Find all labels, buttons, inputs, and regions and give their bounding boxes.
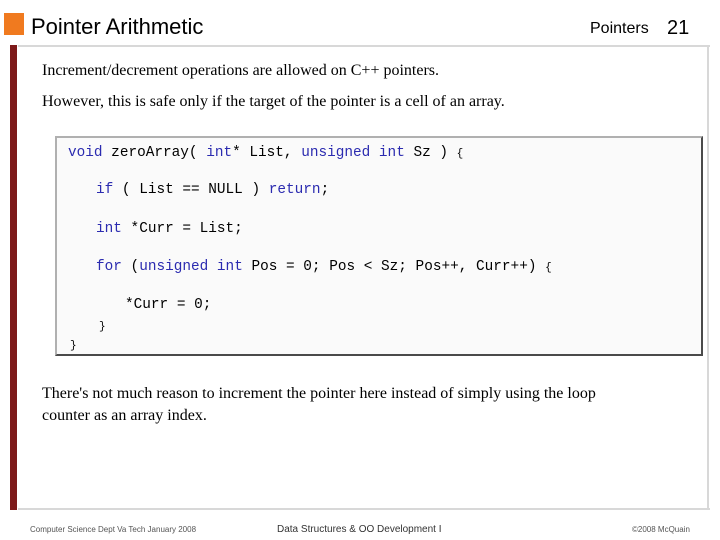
code-keyword: int [206, 145, 233, 161]
bottom-divider [18, 508, 710, 510]
left-accent-bar [10, 45, 17, 510]
paragraph-note-line1: There's not much reason to increment the pointer here instead of simply using the loop [42, 385, 596, 402]
footer-center: Data Structures & OO Development I [277, 524, 442, 535]
footer-right: ©2008 McQuain [632, 525, 690, 534]
code-line-for [96, 258, 552, 277]
code-keyword: if [96, 182, 114, 198]
top-divider [18, 45, 710, 47]
code-keyword: return [268, 182, 321, 198]
code-text: Array( [145, 145, 207, 161]
code-line-decl [96, 220, 243, 238]
code-text: *Curr = List; [121, 221, 243, 237]
code-keyword: void [68, 145, 103, 161]
code-keyword: int [96, 221, 122, 237]
code-brace: { [545, 262, 552, 274]
orange-accent-square [4, 13, 24, 35]
code-text: ; [320, 182, 330, 198]
code-text: zero [102, 145, 146, 161]
code-block [55, 136, 703, 356]
slide-title: Pointer Arithmetic [31, 14, 204, 39]
code-line-signature [68, 144, 463, 163]
paragraph-safety: However, this is safe only if the target of the pointer is a cell of an array. [42, 93, 505, 110]
code-text: Sz ) [404, 145, 457, 161]
paragraph-increment: Increment/decrement operations are allowed on C++ pointers. [42, 62, 440, 79]
code-line-assign: *Curr = 0; [125, 297, 212, 313]
code-brace: { [456, 148, 464, 160]
code-line-close-for: } [99, 321, 106, 333]
page-number: 21 [667, 17, 690, 39]
code-keyword: for [96, 259, 122, 275]
code-keyword: unsigned int [301, 145, 405, 161]
code-keyword: unsigned int [139, 259, 243, 275]
section-label: Pointers [590, 20, 649, 37]
code-line-close-func: } [70, 340, 77, 352]
footer-left: Computer Science Dept Va Tech January 2008 [30, 525, 197, 534]
code-text: ( List == NULL ) [113, 182, 269, 198]
right-divider [707, 45, 709, 510]
code-text: ( [121, 259, 140, 275]
paragraph-note-line2: counter as an array index. [42, 407, 207, 424]
code-line-if [96, 181, 329, 199]
code-text: Pos = 0; Pos < Sz; Pos++, Curr++) [242, 259, 546, 275]
code-text: * List, [232, 145, 302, 161]
